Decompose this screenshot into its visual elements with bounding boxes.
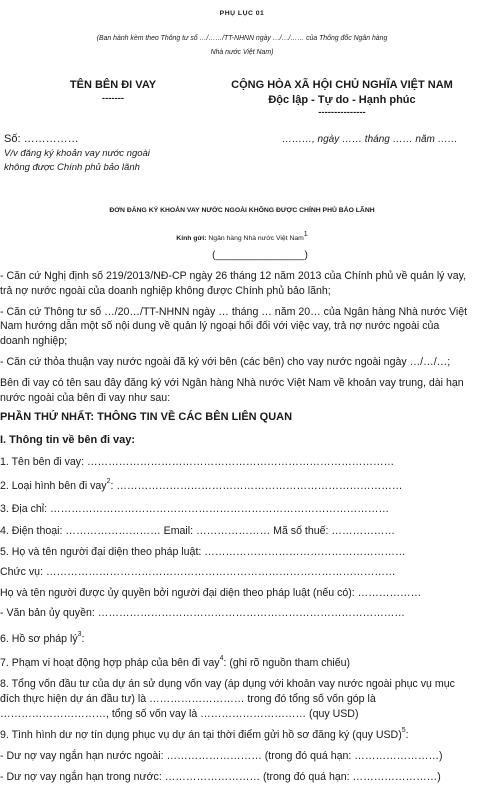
item-debt-status (0, 729, 409, 741)
item-scope-label: 7. Phạm vi hoạt động hợp pháp của bên đi vay (0, 657, 220, 669)
basis2-line3: doanh nghiệp; (0, 335, 68, 347)
item-legal-documents-footnote: 3 (77, 631, 82, 639)
motto-dashes: --------------- (318, 107, 366, 118)
item-contact: 4. Điện thoại: ……………………… Email: ………………… Mã số thuế: ……………… (0, 525, 395, 537)
item-debt-status-label: 9. Tình hình dư nợ tín dụng phục vụ dự án tại thời điểm gửi hồ sơ đăng ký (quy USD) (0, 729, 402, 741)
date-line: ………, ngày …… tháng …… năm …… (282, 134, 458, 145)
regarding-line2: không được Chính phủ bảo lãnh (4, 162, 140, 173)
debt-domestic-short-term: - Dư nợ vay ngắn hạn trong nước: ……………………… (trong đó quá hạn: ……………………) (0, 771, 441, 783)
item-legal-documents-colon: : (81, 633, 85, 645)
item-borrower-type (0, 480, 402, 492)
recipient-label: Kính gửi: (176, 235, 207, 242)
basis2-line1: - Căn cứ Thông tư số …/20…/TT-NHNN ngày … tháng … năm 20… của Ngân hàng Nhà nước Việt (0, 306, 468, 318)
item-borrower-type-label: 2. Loại hình bên đi vay (0, 480, 107, 492)
basis1-line2: trả nợ nước ngoài của doanh nghiệp không được Chính phủ bảo lãnh; (0, 285, 331, 297)
item-scope-footnote: 4 (219, 655, 224, 663)
item-legal-documents-label: 6. Hồ sơ pháp lý (0, 633, 78, 645)
item-legal-representative: 5. Họ và tên người đại diện theo pháp luật: ………………………………………………… (0, 546, 406, 558)
borrower-heading: TÊN BÊN ĐI VAY (69, 79, 157, 91)
appendix-title: PHỤ LỤC 01 (219, 10, 265, 17)
item-authorized-person: Họ và tên người được ủy quyền bởi người đại diện theo pháp luật (nếu có): ……………… (0, 587, 422, 599)
republic-heading: CỘNG HÒA XÃ HỘI CHỦ NGHĨA VIỆT NAM (231, 79, 453, 91)
recipient-line (0, 230, 484, 242)
intro-line1: Bên đi vay có tên sau đây đăng ký với Ngân hàng Nhà nước Việt Nam về khoản vay trung, dài hạn (0, 377, 464, 389)
item-debt-status-colon: : (405, 729, 409, 741)
motto: Độc lập - Tự do - Hạnh phúc (268, 94, 416, 106)
recipient-footnote: 1 (303, 230, 308, 238)
item-borrower-type-footnote: 2 (106, 478, 111, 486)
recipient-blank: (________________) (212, 250, 308, 261)
debt-foreign-short-term: - Dư nợ vay ngắn hạn nước ngoài: ……………………… (trong đó quá hạn: ……………………) (0, 750, 443, 762)
section-one-heading: I. Thông tin về bên đi vay: (0, 434, 136, 446)
item-investment-line1: 8. Tổng vốn đầu tư của dự án sử dụng vốn vay (áp dụng với khoản vay nước ngoài phục vụ mục (0, 678, 455, 690)
item-address: 3. Địa chỉ: …………………………………………………………………………………… (0, 503, 390, 515)
item-position: Chức vụ: ……………………………………………………………………………………… (0, 566, 396, 578)
basis3-line: - Căn cứ thỏa thuận vay nước ngoài đã ký với bên (các bên) cho vay nước ngoài ngày …/…/…; (0, 356, 451, 368)
item-authorization-document: - Văn bản ủy quyền: …………………………………………………………………………… (0, 607, 405, 619)
basis1-line1: - Căn cứ Nghị định số 219/2013/NĐ-CP ngày 26 tháng 12 năm 2013 của Chính phủ về quản lý vay, (0, 270, 467, 282)
form-title: ĐƠN ĐĂNG KÝ KHOẢN VAY NƯỚC NGOÀI KHÔNG ĐƯỢC CHÍNH PHỦ BẢO LÃNH (109, 207, 375, 214)
regarding-line1: V/v đăng ký khoản vay nước ngoài (4, 148, 150, 159)
borrower-dashes: ------- (101, 93, 125, 104)
item-investment-line2: đích thực hiện dự án đầu tư) là ……………………… trong đó tổng số vốn góp là (0, 693, 376, 705)
item-borrower-name: 1. Tên bên đi vay: …………………………………………………………………………… (0, 456, 395, 468)
recipient-value: Ngân hàng Nhà nước Việt Nam (208, 235, 304, 242)
document-number: Số: …………… (4, 133, 79, 145)
item-scope-note: : (ghi rõ nguồn tham chiếu) (223, 657, 351, 669)
item-borrower-type-blank: : ……………………………………………………………………… (110, 480, 403, 492)
item-legal-documents (0, 633, 84, 645)
item-investment-line3: …………………………, tổng số vốn vay là ………………………… (quy USD) (0, 708, 359, 720)
intro-line2: nước ngoài của bên đi vay như sau: (0, 392, 171, 404)
item-debt-status-footnote: 5 (401, 727, 406, 735)
issued-note-line1: (Ban hành kèm theo Thông tư số …/……/TT-NHNN ngày …/…/…… của Thống đốc Ngân hàng (96, 35, 388, 42)
basis2-line2: Nam hướng dẫn một số nội dung về quản lý ngoại hối đối với việc vay, trả nợ nước ngoài của (0, 320, 440, 332)
part-one-heading: PHẦN THỨ NHẤT: THÔNG TIN VỀ CÁC BÊN LIÊN QUAN (0, 411, 293, 423)
issued-note-line2: Nhà nước Việt Nam) (210, 49, 274, 56)
item-scope-of-activity (0, 657, 350, 669)
